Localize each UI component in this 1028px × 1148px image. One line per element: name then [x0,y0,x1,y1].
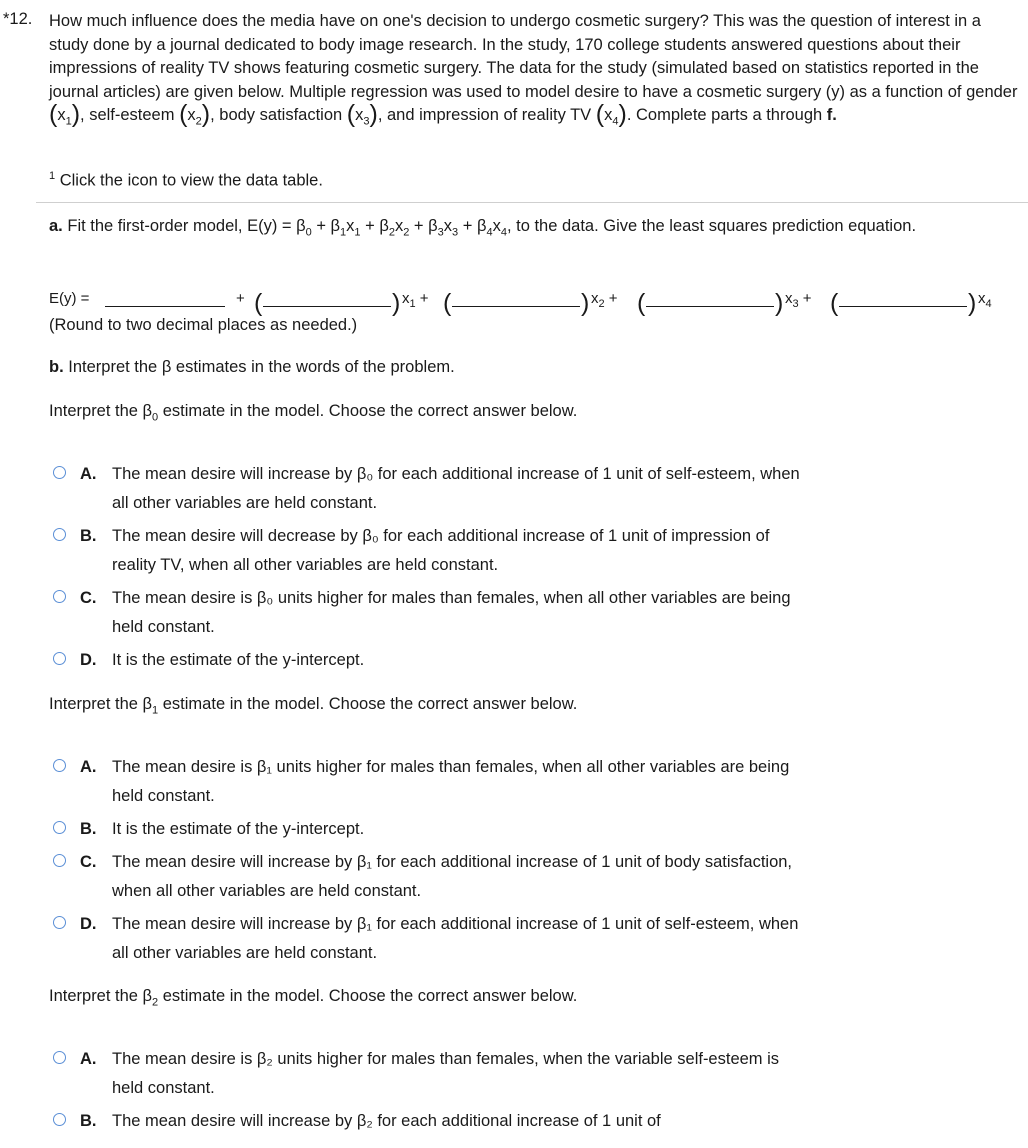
part-b-label: b. [49,358,64,376]
beta2-question-prompt: Interpret the $\beta_2$ estimate in the model. Choose the correct answer below. [49,987,578,1009]
beta0-input[interactable] [105,306,225,307]
stem-text-2: , self-esteem [80,106,175,124]
radio-button[interactable] [53,1051,66,1064]
option-letter: A. [80,758,97,776]
question-number: *12. [3,10,33,28]
radio-button[interactable] [53,528,66,541]
section-divider [36,202,1028,203]
radio-button[interactable] [53,1113,66,1126]
part-b-prompt [49,358,455,377]
radio-button[interactable] [53,916,66,929]
round-note: (Round to two decimal places as needed.) [49,316,358,334]
option-text: The mean desire is β₁ units higher for males than females, when all other variables are being held constant. [112,758,790,805]
radio-button[interactable] [53,590,66,603]
option-text: The mean desire will increase by β₀ for each additional increase of 1 unit of self-esteem, when all other variables are held constant. [112,465,800,512]
option-letter: A. [80,1050,97,1068]
footnote-text: Click the icon to view the data table. [59,171,323,190]
beta2-input[interactable] [452,306,580,307]
option-letter: C. [80,853,97,871]
radio-button[interactable] [53,466,66,479]
beta3-input[interactable] [646,306,774,307]
part-a-text-1: Fit the first-order model, E(y) = β [67,217,306,235]
option-text: The mean desire is β₀ units higher for males than females, when all other variables are being held constant. [112,589,791,636]
beta1-input[interactable] [263,306,391,307]
option-text: It is the estimate of the y-intercept. [112,820,365,838]
part-a-prompt: a. Fit the first-order model, $E(y) = \beta_0 + \beta_1x_1 + \beta_2x_2 + \beta_3x_3 + \beta_4x_4$, to the data. Give the least squares prediction equation. [49,217,917,239]
radio-button[interactable] [53,652,66,665]
prediction-equation: E(y) = + ( ) $x_1$ + ( ) $x_2$ + ( ) $x_3$ + ( ) $x_4$ [49,289,992,317]
option-letter: D. [80,915,97,933]
option-letter: A. [80,465,97,483]
part-a-label: a. [49,217,63,235]
part-a-text-2: to the data. Give the least squares prediction equation. [516,217,917,235]
question-stem: How much influence does the media have on one's decision to undergo cosmetic surgery? This was the question of interest in a study done by a journal dedicated to body image research. In the study, 170 college students answered questions about their impressions of reality TV shows featuring cosmetic surgery. The data for the study (simulated based on statistics reported in the journal articles) are given below. Multiple regression was used to model desire to have a cosmetic surgery (y) as a function of gender $(x_1)$, self-esteem $(x_2)$, body satisfaction $(x_3)$, and impression of reality TV $(x_4)$. Complete parts a through f. [49,12,1018,128]
option-text: The mean desire is β₂ units higher for males than females, when the variable self-esteem is held constant. [112,1050,780,1097]
option-text: The mean desire will increase by β₁ for each additional increase of 1 unit of self-esteem, when all other variables are held constant. [112,915,799,962]
radio-button[interactable] [53,821,66,834]
stem-text-f: f. [826,106,837,124]
equation-lhs: E(y) = [49,290,90,307]
radio-button[interactable] [53,759,66,772]
stem-text-1: How much influence does the media have on one's decision to undergo cosmetic surgery? This was the question of interest in a study done by a journal dedicated to body image research. In the study, 170 college students answered questions about their impressions of reality TV shows featuring cosmetic surgery. The data for the study (simulated based on statistics reported in the journal articles) are given below. Multiple regression was used to model desire to have a cosmetic surgery (y) as a function of gender [49,12,1018,101]
beta4-input[interactable] [839,306,967,307]
option-letter: B. [80,820,97,838]
option-letter: D. [80,651,97,669]
option-text: It is the estimate of the y-intercept. [112,651,365,669]
option-letter: C. [80,589,97,607]
option-letter: B. [80,1112,97,1130]
option-text: The mean desire will increase by β₂ for each additional increase of 1 unit of [112,1112,661,1130]
radio-button[interactable] [53,854,66,867]
data-table-footnote[interactable] [49,170,323,191]
beta1-question-prompt: Interpret the $\beta_1$ estimate in the model. Choose the correct answer below. [49,695,578,717]
stem-text-5: . Complete parts a through [626,106,823,124]
option-letter: B. [80,527,97,545]
option-text: The mean desire will decrease by β₀ for each additional increase of 1 unit of impression of reality TV, when all other variables are held constant. [112,527,770,574]
part-b-text: Interpret the β estimates in the words of the problem. [68,358,455,376]
option-text: The mean desire will increase by β₁ for each additional increase of 1 unit of body satisfaction, when all other variables are held constant. [112,853,793,900]
beta0-question-prompt: Interpret the $\beta_0$ estimate in the model. Choose the correct answer below. [49,402,578,424]
stem-text-4: , and impression of reality TV [377,106,592,124]
footnote-mark: 1 [49,170,56,182]
stem-text-3: , body satisfaction [210,106,343,124]
